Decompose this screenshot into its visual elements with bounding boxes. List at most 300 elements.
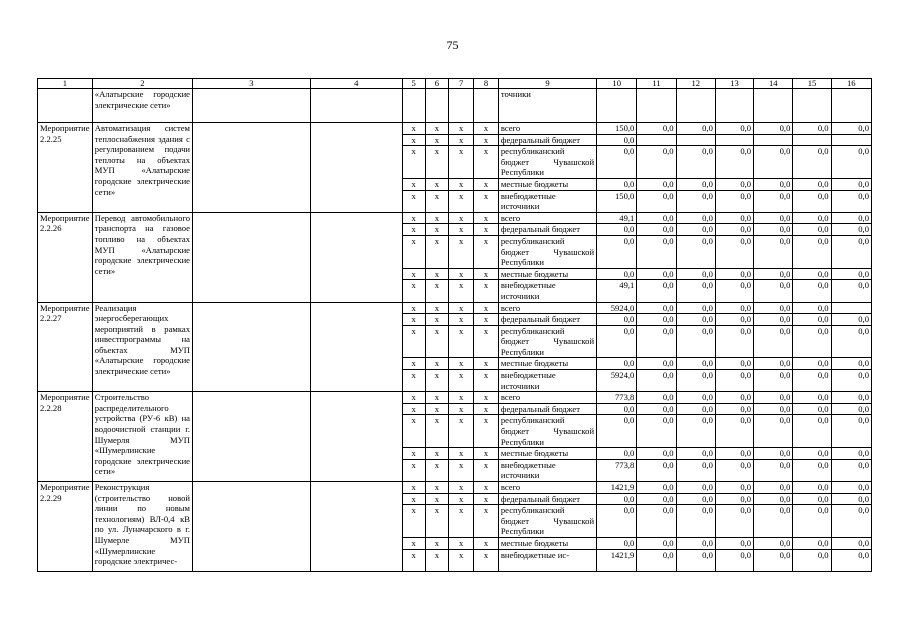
x-mark: x: [402, 134, 425, 146]
x-mark: x: [449, 482, 474, 494]
header-cell: 10: [597, 79, 637, 89]
value-cell: 0,0: [676, 505, 715, 538]
x-mark: x: [449, 459, 474, 481]
header-cell: 11: [637, 79, 676, 89]
source-cell: федеральный бюджет: [498, 493, 596, 505]
value-cell: 0,0: [676, 537, 715, 549]
x-mark: x: [474, 280, 499, 302]
x-mark: x: [402, 415, 425, 448]
source-cell: всего: [498, 392, 596, 404]
source-cell: внебюджетные источники: [498, 370, 596, 392]
value-cell: 0,0: [793, 178, 831, 190]
value-cell: 0,0: [676, 358, 715, 370]
x-mark: x: [449, 358, 474, 370]
value-cell: 0,0: [754, 235, 793, 268]
header-cell: 4: [310, 79, 402, 89]
value-cell: 0,0: [676, 280, 715, 302]
source-cell: всего: [498, 302, 596, 314]
x-mark: x: [425, 224, 449, 236]
value-cell: 0,0: [597, 268, 637, 280]
empty-cell: [310, 123, 402, 213]
x-mark: x: [449, 549, 474, 571]
value-cell: 0,0: [715, 268, 753, 280]
value-cell: 0,0: [676, 493, 715, 505]
value-cell: 0,0: [793, 302, 831, 314]
x-mark: x: [449, 537, 474, 549]
value-cell: 0,0: [831, 190, 871, 212]
x-mark: x: [474, 403, 499, 415]
source-cell: местные бюджеты: [498, 537, 596, 549]
value-cell: 0,0: [597, 493, 637, 505]
header-cell: 7: [449, 79, 474, 89]
value-cell: 0,0: [793, 403, 831, 415]
x-mark: x: [449, 370, 474, 392]
value-cell: 0,0: [637, 302, 676, 314]
value-cell: 0,0: [637, 403, 676, 415]
value-cell: 0,0: [754, 302, 793, 314]
source-cell: всего: [498, 123, 596, 135]
x-mark: x: [449, 190, 474, 212]
empty-cell: [715, 89, 753, 123]
x-mark: x: [402, 146, 425, 179]
carry-row: [38, 89, 872, 123]
value-cell: 0,0: [676, 190, 715, 212]
x-mark: x: [474, 392, 499, 404]
value-cell: 0,0: [831, 314, 871, 326]
value-cell: 150,0: [597, 123, 637, 135]
value-cell: 0,0: [754, 392, 793, 404]
x-mark: x: [449, 235, 474, 268]
x-mark: x: [474, 505, 499, 538]
value-cell: 0,0: [754, 459, 793, 481]
value-cell: 0,0: [793, 123, 831, 135]
x-mark: x: [402, 370, 425, 392]
table-row: [38, 212, 872, 224]
value-cell: 0,0: [793, 505, 831, 538]
x-mark: x: [425, 493, 449, 505]
x-mark: x: [402, 403, 425, 415]
value-cell: 0,0: [831, 549, 871, 571]
empty-cell: [637, 89, 676, 123]
header-cell: 13: [715, 79, 753, 89]
measure-name: «Алатырские городские электрические сети»: [92, 89, 192, 123]
value-cell: 0,0: [715, 505, 753, 538]
header-cell: 5: [402, 79, 425, 89]
x-mark: x: [402, 392, 425, 404]
value-cell: 0,0: [754, 224, 793, 236]
value-cell: 0,0: [597, 358, 637, 370]
value-cell: 0,0: [676, 224, 715, 236]
value-cell: 0,0: [831, 235, 871, 268]
value-cell: 0,0: [715, 415, 753, 448]
empty-cell: [449, 89, 474, 123]
value-cell: 0,0: [831, 415, 871, 448]
value-cell: 0,0: [715, 358, 753, 370]
measure-code: Мероприятие 2.2.28: [38, 392, 93, 482]
x-mark: x: [425, 370, 449, 392]
value-cell: 0,0: [754, 212, 793, 224]
value-cell: 0,0: [831, 448, 871, 460]
value-cell: 150,0: [597, 190, 637, 212]
value-cell: 0,0: [597, 235, 637, 268]
value-cell: 0,0: [754, 268, 793, 280]
x-mark: x: [449, 505, 474, 538]
x-mark: x: [402, 549, 425, 571]
value-cell: 0,0: [754, 325, 793, 358]
header-cell: 14: [754, 79, 793, 89]
value-cell: 0,0: [715, 146, 753, 179]
x-mark: x: [402, 178, 425, 190]
value-cell: 0,0: [676, 415, 715, 448]
value-cell: [793, 134, 831, 146]
source-cell: республиканский бюджет Чувашской Республики: [498, 415, 596, 448]
value-cell: 0,0: [676, 302, 715, 314]
source-cell: федеральный бюджет: [498, 314, 596, 326]
x-mark: x: [449, 314, 474, 326]
empty-cell: [310, 482, 402, 572]
value-cell: 0,0: [715, 392, 753, 404]
value-cell: 0,0: [715, 482, 753, 494]
value-cell: 0,0: [676, 268, 715, 280]
x-mark: x: [402, 537, 425, 549]
value-cell: 0,0: [715, 212, 753, 224]
value-cell: 0,0: [597, 505, 637, 538]
empty-cell: [676, 89, 715, 123]
x-mark: x: [449, 325, 474, 358]
x-mark: x: [474, 224, 499, 236]
empty-cell: [193, 482, 311, 572]
x-mark: x: [425, 325, 449, 358]
value-cell: 0,0: [597, 314, 637, 326]
value-cell: 0,0: [637, 448, 676, 460]
value-cell: 0,0: [715, 280, 753, 302]
value-cell: 0,0: [676, 482, 715, 494]
value-cell: [715, 134, 753, 146]
value-cell: 49,1: [597, 280, 637, 302]
x-mark: x: [474, 415, 499, 448]
value-cell: 0,0: [793, 190, 831, 212]
x-mark: x: [425, 123, 449, 135]
value-cell: 0,0: [715, 537, 753, 549]
x-mark: x: [474, 358, 499, 370]
x-mark: x: [402, 280, 425, 302]
empty-cell: [310, 212, 402, 302]
value-cell: 0,0: [637, 190, 676, 212]
x-mark: x: [402, 505, 425, 538]
x-mark: x: [402, 268, 425, 280]
value-cell: 0,0: [754, 403, 793, 415]
x-mark: x: [474, 370, 499, 392]
table-row: [38, 482, 872, 494]
x-mark: x: [474, 448, 499, 460]
value-cell: 0,0: [831, 482, 871, 494]
source-cell: республиканский бюджет Чувашской Республики: [498, 235, 596, 268]
x-mark: x: [402, 459, 425, 481]
x-mark: x: [425, 268, 449, 280]
measure-name: Реконструкция (строительство новой линии по новым технологиям) ВЛ-0,4 кВ по ул. Луначарского в г. Шумерле МУП «Шумерлинские городские электричес-: [92, 482, 192, 572]
value-cell: 0,0: [597, 448, 637, 460]
x-mark: x: [402, 448, 425, 460]
measure-name: Реализация энергосберегающих мероприятий в рамках инвестпрограммы на объектах МУП «Алатырские городские электрические сети»: [92, 302, 192, 392]
measure-name: Перевод автомобильного транспорта на газовое топливо на объектах МУП «Алатырские городские электрические сети»: [92, 212, 192, 302]
value-cell: 0,0: [715, 302, 753, 314]
value-cell: 0,0: [754, 370, 793, 392]
value-cell: 0,0: [637, 537, 676, 549]
value-cell: 0,0: [754, 537, 793, 549]
empty-cell: [597, 89, 637, 123]
value-cell: 0,0: [637, 280, 676, 302]
x-mark: x: [449, 403, 474, 415]
value-cell: 0,0: [715, 459, 753, 481]
value-cell: 0,0: [597, 224, 637, 236]
x-mark: x: [402, 314, 425, 326]
table-row: [38, 123, 872, 135]
source-cell: местные бюджеты: [498, 358, 596, 370]
value-cell: 0,0: [793, 482, 831, 494]
value-cell: 0,0: [676, 325, 715, 358]
x-mark: x: [474, 314, 499, 326]
source-cell: республиканский бюджет Чувашской Республики: [498, 146, 596, 179]
value-cell: 0,0: [637, 325, 676, 358]
x-mark: x: [449, 415, 474, 448]
empty-cell: [193, 89, 311, 123]
measure-code: Мероприятие 2.2.29: [38, 482, 93, 572]
value-cell: 0,0: [715, 178, 753, 190]
value-cell: 0,0: [831, 123, 871, 135]
value-cell: 0,0: [715, 493, 753, 505]
value-cell: 0,0: [831, 493, 871, 505]
value-cell: 0,0: [715, 123, 753, 135]
value-cell: 0,0: [754, 358, 793, 370]
measure-name: Строительство распределительного устройства (РУ-6 кВ) на водоочистной станции г. Шумерля МУП «Шумерлинские городские электрические сети»: [92, 392, 192, 482]
value-cell: 0,0: [676, 314, 715, 326]
value-cell: 0,0: [793, 459, 831, 481]
value-cell: 0,0: [597, 415, 637, 448]
x-mark: x: [425, 212, 449, 224]
value-cell: 0,0: [676, 212, 715, 224]
empty-cell: [754, 89, 793, 123]
value-cell: 0,0: [637, 123, 676, 135]
value-cell: 0,0: [715, 549, 753, 571]
value-cell: 0,0: [597, 403, 637, 415]
value-cell: 0,0: [637, 392, 676, 404]
value-cell: 0,0: [754, 549, 793, 571]
x-mark: x: [474, 459, 499, 481]
value-cell: 1421,9: [597, 549, 637, 571]
value-cell: 0,0: [793, 280, 831, 302]
value-cell: 0,0: [637, 505, 676, 538]
value-cell: 0,0: [637, 212, 676, 224]
value-cell: 0,0: [637, 415, 676, 448]
x-mark: x: [425, 537, 449, 549]
x-mark: x: [449, 146, 474, 179]
source-cell: внебюджетные источники: [498, 280, 596, 302]
x-mark: x: [425, 178, 449, 190]
x-mark: x: [474, 268, 499, 280]
value-cell: 0,0: [793, 146, 831, 179]
value-cell: 0,0: [715, 235, 753, 268]
x-mark: x: [449, 134, 474, 146]
value-cell: 0,0: [754, 314, 793, 326]
source-cell: всего: [498, 212, 596, 224]
value-cell: 0,0: [831, 146, 871, 179]
value-cell: 0,0: [754, 146, 793, 179]
value-cell: 0,0: [637, 370, 676, 392]
value-cell: 0,0: [637, 314, 676, 326]
value-cell: 0,0: [715, 314, 753, 326]
x-mark: x: [449, 448, 474, 460]
x-mark: x: [402, 358, 425, 370]
value-cell: 0,0: [676, 549, 715, 571]
empty-cell: [193, 392, 311, 482]
value-cell: 0,0: [637, 268, 676, 280]
x-mark: x: [474, 146, 499, 179]
value-cell: 0,0: [597, 537, 637, 549]
value-cell: 0,0: [831, 325, 871, 358]
header-cell: 9: [498, 79, 596, 89]
value-cell: 0,0: [831, 505, 871, 538]
empty-cell: [193, 302, 311, 392]
x-mark: x: [449, 123, 474, 135]
value-cell: 0,0: [831, 403, 871, 415]
source-cell: точники: [498, 89, 596, 123]
x-mark: x: [425, 358, 449, 370]
value-cell: 0,0: [597, 325, 637, 358]
budget-table: [37, 78, 872, 572]
value-cell: 0,0: [597, 146, 637, 179]
value-cell: 0,0: [831, 392, 871, 404]
x-mark: x: [425, 505, 449, 538]
source-cell: федеральный бюджет: [498, 403, 596, 415]
x-mark: x: [425, 448, 449, 460]
value-cell: 0,0: [831, 178, 871, 190]
value-cell: 0,0: [793, 212, 831, 224]
value-cell: 0,0: [793, 392, 831, 404]
x-mark: x: [449, 280, 474, 302]
x-mark: x: [402, 482, 425, 494]
source-cell: всего: [498, 482, 596, 494]
value-cell: 0,0: [831, 268, 871, 280]
value-cell: 0,0: [715, 190, 753, 212]
header-cell: 12: [676, 79, 715, 89]
source-cell: местные бюджеты: [498, 448, 596, 460]
value-cell: 0,0: [793, 325, 831, 358]
empty-cell: [831, 89, 871, 123]
value-cell: 0,0: [793, 314, 831, 326]
empty-cell: [193, 212, 311, 302]
x-mark: x: [474, 549, 499, 571]
value-cell: 0,0: [637, 235, 676, 268]
value-cell: [676, 134, 715, 146]
header-cell: 6: [425, 79, 449, 89]
value-cell: 773,8: [597, 392, 637, 404]
x-mark: x: [402, 493, 425, 505]
value-cell: [831, 302, 871, 314]
header-cell: 8: [474, 79, 499, 89]
x-mark: x: [425, 482, 449, 494]
source-cell: федеральный бюджет: [498, 134, 596, 146]
value-cell: 0,0: [831, 459, 871, 481]
source-cell: местные бюджеты: [498, 268, 596, 280]
x-mark: x: [449, 493, 474, 505]
x-mark: x: [425, 415, 449, 448]
value-cell: 0,0: [831, 280, 871, 302]
empty-cell: [793, 89, 831, 123]
value-cell: 0,0: [637, 178, 676, 190]
x-mark: x: [425, 134, 449, 146]
value-cell: 0,0: [793, 235, 831, 268]
header-row: [38, 79, 872, 89]
x-mark: x: [474, 482, 499, 494]
value-cell: 0,0: [676, 146, 715, 179]
value-cell: 0,0: [754, 482, 793, 494]
x-mark: x: [474, 302, 499, 314]
x-mark: x: [402, 212, 425, 224]
source-cell: внебюджетные источники: [498, 459, 596, 481]
x-mark: x: [425, 459, 449, 481]
value-cell: 0,0: [637, 482, 676, 494]
empty-cell: [474, 89, 499, 123]
value-cell: 0,0: [793, 549, 831, 571]
value-cell: 0,0: [637, 549, 676, 571]
empty-cell: [425, 89, 449, 123]
value-cell: 5924,0: [597, 370, 637, 392]
value-cell: 0,0: [676, 235, 715, 268]
empty-cell: [310, 89, 402, 123]
source-cell: республиканский бюджет Чувашской Республики: [498, 505, 596, 538]
value-cell: 0,0: [637, 146, 676, 179]
value-cell: 0,0: [597, 178, 637, 190]
value-cell: 0,0: [793, 370, 831, 392]
x-mark: x: [425, 392, 449, 404]
x-mark: x: [402, 325, 425, 358]
x-mark: x: [449, 302, 474, 314]
value-cell: 0,0: [754, 280, 793, 302]
source-cell: внебюджетные ис-: [498, 549, 596, 571]
value-cell: 0,0: [676, 403, 715, 415]
table-row: [38, 302, 872, 314]
header-cell: 15: [793, 79, 831, 89]
value-cell: 0,0: [715, 370, 753, 392]
measure-code: Мероприятие 2.2.26: [38, 212, 93, 302]
x-mark: x: [474, 123, 499, 135]
header-cell: 3: [193, 79, 311, 89]
x-mark: x: [474, 190, 499, 212]
x-mark: x: [474, 537, 499, 549]
value-cell: 0,0: [715, 448, 753, 460]
value-cell: 0,0: [676, 459, 715, 481]
x-mark: x: [402, 123, 425, 135]
page-number: 75: [446, 38, 459, 52]
value-cell: 0,0: [754, 190, 793, 212]
code-cell: [38, 89, 93, 123]
measure-name: Автоматизация систем теплоснабжения здания с регулированием подачи теплоты на объектах МУП «Алатырские городские электрические сети»: [92, 123, 192, 213]
value-cell: 0,0: [676, 370, 715, 392]
value-cell: 0,0: [754, 415, 793, 448]
empty-cell: [310, 392, 402, 482]
source-cell: федеральный бюджет: [498, 224, 596, 236]
value-cell: 0,0: [597, 134, 637, 146]
source-cell: местные бюджеты: [498, 178, 596, 190]
value-cell: 0,0: [754, 123, 793, 135]
value-cell: 0,0: [676, 178, 715, 190]
value-cell: 0,0: [715, 224, 753, 236]
x-mark: x: [425, 280, 449, 302]
x-mark: x: [425, 314, 449, 326]
value-cell: 0,0: [754, 448, 793, 460]
x-mark: x: [402, 190, 425, 212]
empty-cell: [193, 123, 311, 213]
